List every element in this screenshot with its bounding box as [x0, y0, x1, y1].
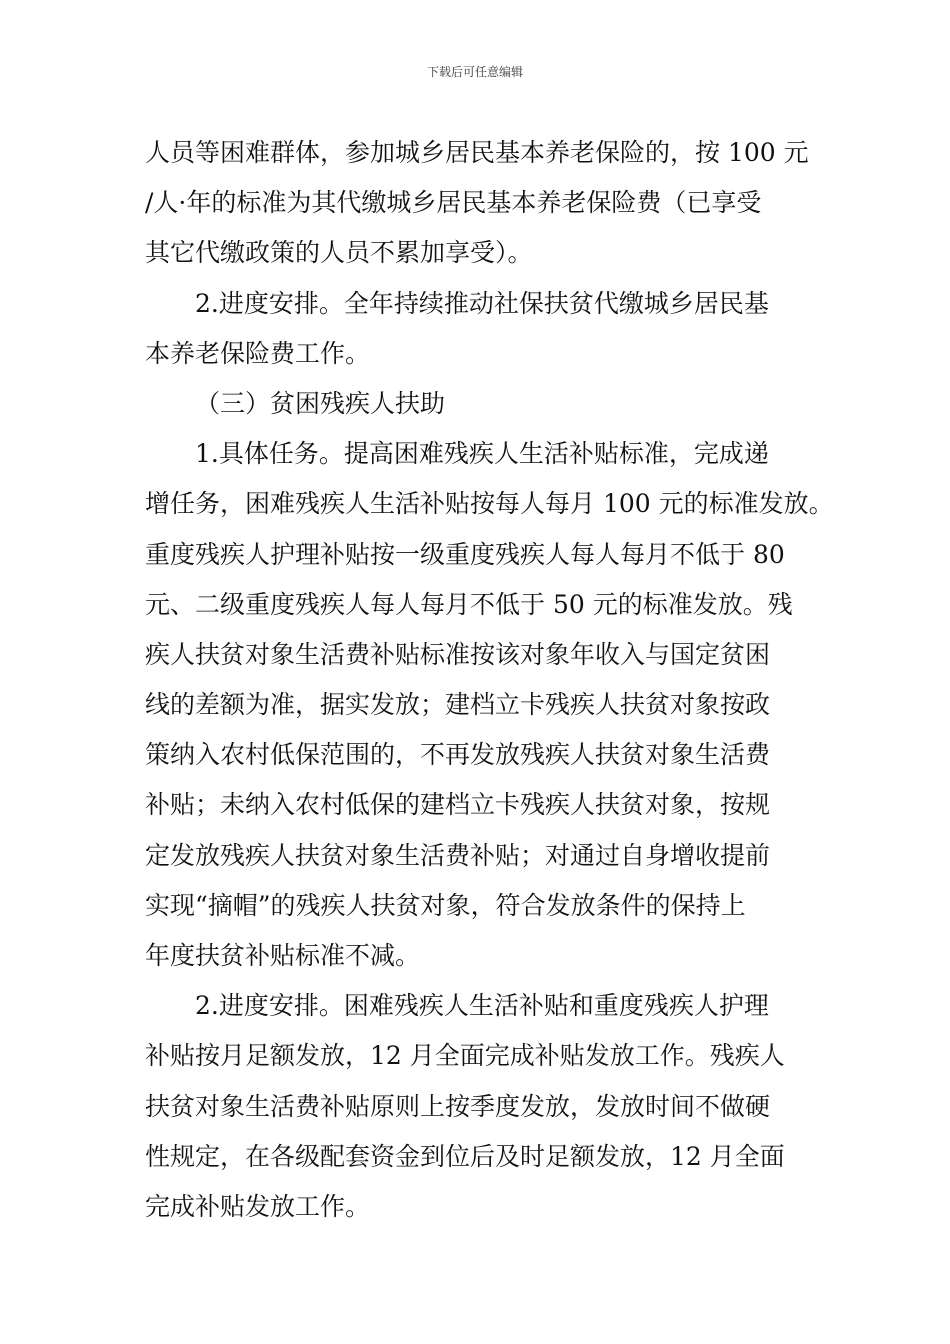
text-line: 实现“摘帽”的残疾人扶贫对象，符合发放条件的保持上 — [145, 890, 746, 920]
text-line: /人·年的标准为其代缴城乡居民基本养老保险费（已享受 — [145, 188, 762, 218]
text-line: 疾人扶贫对象生活费补贴标准按该对象年收入与国定贫困 — [145, 639, 771, 669]
text-line: 定发放残疾人扶贫对象生活费补贴；对通过自身增收提前 — [145, 840, 771, 870]
text-line: 其它代缴政策的人员不累加享受）。 — [145, 238, 533, 268]
text-line: 人员等困难群体，参加城乡居民基本养老保险的，按 100 元 — [145, 138, 809, 167]
text-line: 2.进度安排。全年持续推动社保扶贫代缴城乡居民基 — [195, 288, 769, 318]
body-text — [145, 128, 834, 1232]
text-line: （三）贫困残疾人扶助 — [195, 388, 446, 418]
text-line: 补贴；未纳入农村低保的建档立卡残疾人扶贫对象，按规 — [145, 790, 771, 820]
text-line: 策纳入农村低保范围的，不再发放残疾人扶贫对象生活费 — [145, 740, 771, 770]
text-line: 性规定，在各级配套资金到位后及时足额发放，12 月全面 — [145, 1141, 785, 1171]
text-line: 1.具体任务。提高困难残疾人生活补贴标准，完成递 — [195, 439, 769, 469]
text-line: 本养老保险费工作。 — [145, 338, 371, 368]
text-line: 2.进度安排。困难残疾人生活补贴和重度残疾人护理 — [195, 991, 769, 1021]
text-line: 年度扶贫补贴标准不减。 — [145, 941, 421, 970]
text-line: 元、二级重度残疾人每人每月不低于 50 元的标准发放。残 — [145, 589, 793, 619]
text-line: 重度残疾人护理补贴按一级重度残疾人每人每月不低于 80 — [145, 539, 785, 569]
text-line: 增任务，困难残疾人生活补贴按每人每月 100 元的标准发放。 — [145, 489, 834, 519]
text-line: 完成补贴发放工作。 — [145, 1191, 371, 1221]
text-line: 扶贫对象生活费补贴原则上按季度发放，发放时间不做硬 — [145, 1091, 771, 1121]
page-header: 下载后可任意编辑 — [426, 65, 523, 79]
text-line: 补贴按月足额发放，12 月全面完成补贴发放工作。残疾人 — [145, 1041, 785, 1071]
text-line: 线的差额为准，据实发放；建档立卡残疾人扶贫对象按政 — [145, 690, 771, 720]
